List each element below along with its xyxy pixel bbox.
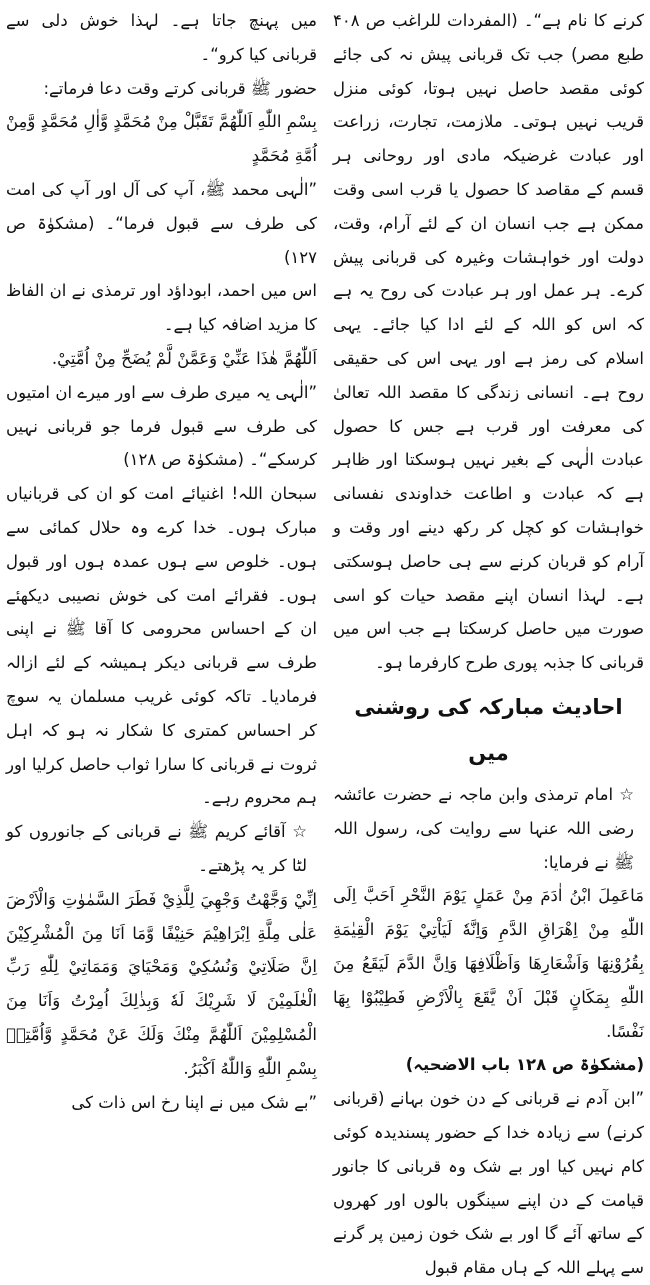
left-paragraph-dua-intro: حضور ﷺ قربانی کرتے وقت دعا فرماتے: <box>43 78 317 98</box>
left-paragraph-continuation: میں پہنچ جاتا ہے۔ لہذا خوش دلی سے قربانی کیا کرو“۔ <box>6 11 317 64</box>
left-paragraph-dua-translation: ”الٰہی محمد ﷺ، آپ کی آل اور آپ کی امت کی طرف سے قبول فرما“۔ (مشکوٰۃ ص ۱۲۷) <box>6 179 317 267</box>
arabic-hadith-text: مَاعَمِلَ ابْنُ اٰدَمَ مِنْ عَمَلٍ يَوْمَ النَّحْرِ اَحَبَّ اِلَى اللّٰهِ مِنْ اِهْرَاقِ الدَّمِ وَاِنَّهٗ لَيَاْتِيْ يَوْمَ الْقِيٰمَةِ بِقُرُوْنِهَا وَاَشْعَارِهَا وَاَظْلَافِهَا وَاِنَّ الدَّمَ لَيَقَعُ مِنَ اللّٰهِ بِمَكَانٍ قَبْلَ اَنْ يَّقَعَ بِالْاَرْضِ فَطِيْبُوْا بِهَا نَفْسًا. <box>333 886 644 1041</box>
left-paragraph-addition-translation: ”الٰہی یہ میری طرف سے اور میرے ان امتیوں کی طرف سے قبول فرما جو قربانی نہیں کرسکے“۔ (مشکوٰۃ ص ۱۲۸) <box>6 382 317 470</box>
section-heading-ahadith: احادیث مبارکہ کی روشنی میں <box>354 694 623 765</box>
left-paragraph-addition: اس میں احمد، ابوداؤد اور ترمذی نے ان الفاظ کا مزید اضافہ کیا ہے۔ <box>6 281 317 335</box>
left-paragraph-subhanallah: سبحان اللہ! اغنیائے امت کو ان کی قربانیاں مبارک ہوں۔ خدا کرے وہ حلال کمائی سے ہوں۔ خلوص سے ہوں عمدہ ہوں اور قبول ہوں۔ فقرائے امت کی خوش نصیبی دیکھئے ان کے احساس محرومی کا آقا ﷺ نے اپنی طرف سے قربانی دیکر ہمیشہ کے لئے ازالہ فرمادیا۔ تاکہ کوئی غریب مسلمان یہ سوچ کر احساس کمتری کا شکار نہ ہو کہ اہل ثروت نے قربانی کا سارا ثواب حاصل کرلیا اور ہم محروم رہے۔ <box>6 484 317 808</box>
left-paragraph-aqa: ☆ آقائے کریم ﷺ نے قربانی کے جانوروں کو لٹا کر یہ پڑھتے۔ <box>6 822 307 875</box>
right-paragraph-tirmidhi: ☆ امام ترمذی وابن ماجہ نے حضرت عائشہ رضی اللہ عنہا سے روایت کی، رسول اللہ ﷺ نے فرمایا: <box>333 784 634 872</box>
right-paragraph-intro: کرنے کا نام ہے“۔ (المفردات للراغب ص ۴۰۸ طبع مصر) جب تک قربانی پیش نہ کی جائے کوئی مقصد حاصل نہیں ہوتا، کوئی منزل قریب نہیں ہوتی۔ ملازمت، تجارت، زراعت اور عبادت غرضیکہ مادی اور روحانی ہر قسم کے مقاصد کا حصول یا قرب اسی وقت ممکن ہے جب انسان ان کے لئے آرام، وقت، دولت اور خواہشات وغیرہ کی قربانی پیش کرے۔ ہر عمل اور ہر عبادت کی روح یہ ہے کہ اس کو اللہ کے لئے ادا کیا جائے۔ یہی اسلام کی رمز ہے اور یہی اس کی حقیقی روح ہے۔ انسانی زندگی کا مقصد اللہ تعالیٰ کی معرفت اور قرب ہے جس کا حصول عبادت الٰہی کے بغیر نہیں ہوسکتا اور ظاہر ہے کہ عبادت و اطاعت خداوندی نفسانی خواہشات کو کچل کر رکھ دینے اور وقت و آرام کو قربان کرنے سے ہی حاصل ہوسکتی ہے۔ لہذا انسان اپنے مقصد حیات کو اسی صورت میں حاصل کرسکتا ہے جب اس میں قربانی کا جذبہ پوری طرح کارفرما ہو۔ <box>333 11 644 673</box>
arabic-wajjahtu-text: اِنِّيْ وَجَّهْتُ وَجْهِيَ لِلَّذِيْ فَطَرَ السَّمٰوٰتِ وَالْاَرْضَ عَلٰى مِلَّةِ اِبْرَاهِيْمَ حَنِيْفًا وَّمَا اَنَا مِنَ الْمُشْرِكِيْنَ اِنَّ صَلَاتِيْ وَنُسُكِيْ وَمَحْيَايَ وَمَمَاتِيْ لِلّٰهِ رَبِّ الْعٰلَمِيْنَ لَا شَرِيْكَ لَهٗ وَبِذٰلِكَ اُمِرْتُ وَاَنَا مِنَ الْمُسْلِمِيْنَ اَللّٰهُمَّ مِنْكَ وَلَكَ عَنْ مُحَمَّدٍ وَّاُمَّتِهٖ بِسْمِ اللّٰهِ وَاللّٰهُ اَكْبَرُ. <box>6 889 317 1078</box>
right-column <box>333 4 644 1278</box>
hadith-reference: (مشکوٰۃ ص ۱۲۸ باب الاضحیہ) <box>405 1055 644 1075</box>
arabic-dua-text: بِسْمِ اللّٰهِ اَللّٰهُمَّ تَقَبَّلْ مِنْ مُحَمَّدٍ وَّاٰلِ مُحَمَّدٍ وَّمِنْ اُمَّةِ مُحَمَّدٍ <box>6 112 317 166</box>
arabic-addition-text: اَللّٰهُمَّ هٰذَا عَنِّيْ وَعَمَّنْ لَّمْ يُضَحِّ مِنْ اُمَّتِيْ. <box>51 348 317 368</box>
left-paragraph-final: ”بے شک میں نے اپنا رخ اس ذات کی <box>71 1092 317 1112</box>
right-paragraph-translation: ”ابن آدم نے قربانی کے دن خون بہانے (قربانی کرنے) سے زیادہ خدا کے حضور پسندیدہ کوئی کام نہیں کیا اور بے شک وہ قربانی کا جانور قیامت کے دن اپنے سینگوں بالوں اور کھروں کے ساتھ آئے گا اور بے شک خون زمین پر گرنے سے پہلے اللہ کے ہاں مقام قبول <box>333 1089 644 1278</box>
left-column <box>6 4 317 1112</box>
